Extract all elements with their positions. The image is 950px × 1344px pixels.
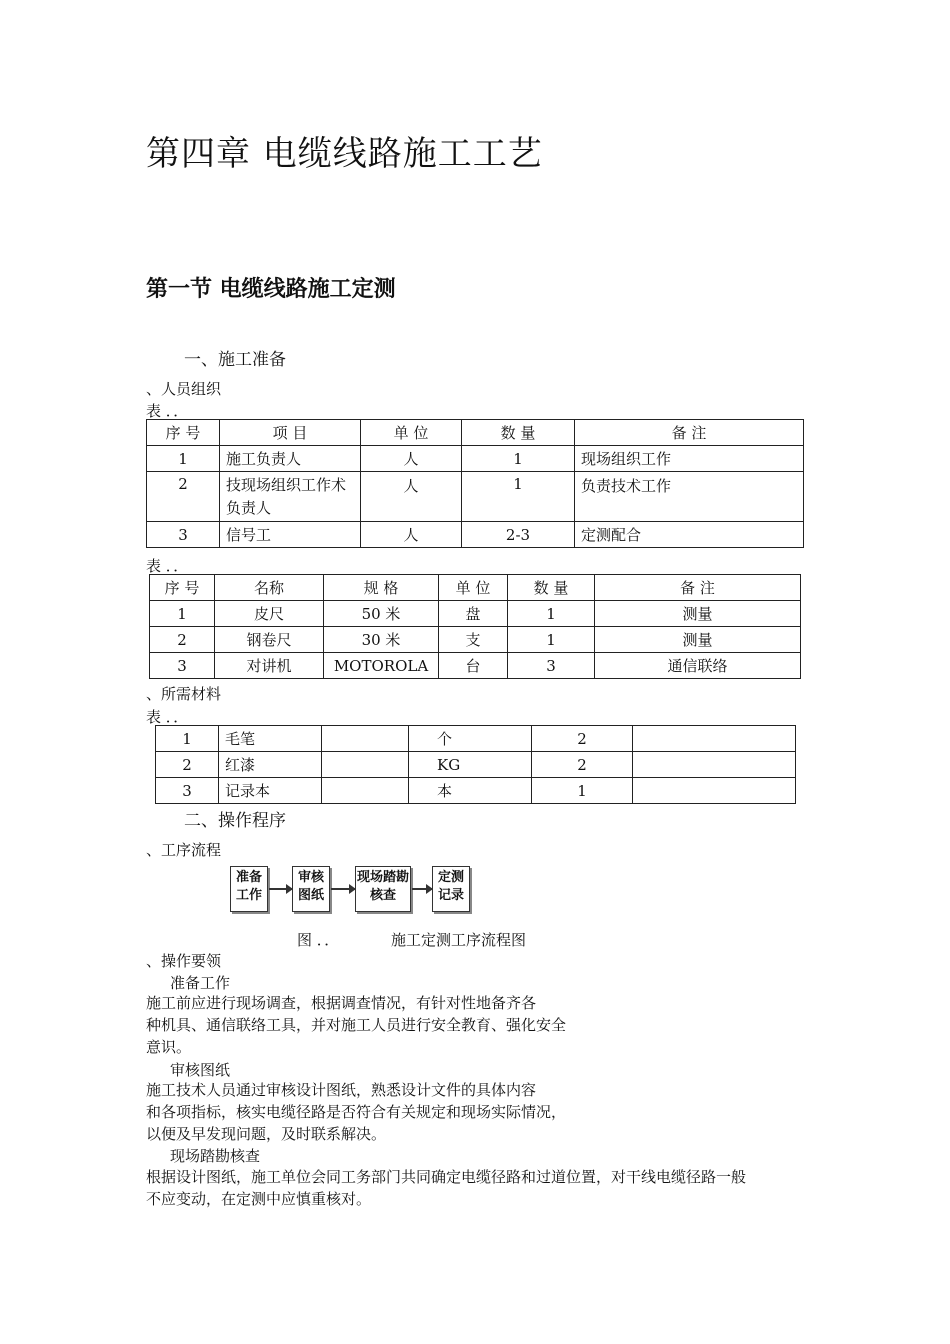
- sub-materials: 、所需材料: [146, 685, 222, 703]
- text-line: 意识。: [146, 1038, 192, 1056]
- col-header: 备 注: [595, 575, 801, 601]
- arrow-icon: [331, 888, 355, 890]
- cell: 30 米: [324, 627, 439, 653]
- cell: 2-3: [462, 522, 575, 548]
- table1-caption: 表 ．．: [146, 402, 189, 420]
- sub-personnel: 、人员组织: [146, 380, 222, 398]
- cell: 人: [361, 472, 462, 522]
- col-header: 数 量: [508, 575, 595, 601]
- cell: [322, 726, 409, 752]
- cell: 施工负责人: [220, 446, 361, 472]
- cell: 对讲机: [215, 653, 324, 679]
- cell: 2: [150, 627, 215, 653]
- cell: KG: [409, 752, 532, 778]
- cell: 3: [150, 653, 215, 679]
- text-line: 施工技术人员通过审核设计图纸，熟悉设计文件的具体内容: [146, 1081, 537, 1099]
- item3-paragraph: [146, 1166, 746, 1210]
- heading-prep: 一、施工准备: [184, 350, 286, 370]
- cell: 1: [147, 446, 220, 472]
- col-header: 规 格: [324, 575, 439, 601]
- item3-title: 现场踏勘核查: [170, 1147, 261, 1165]
- table-row: [150, 627, 801, 653]
- cell: 1: [156, 726, 219, 752]
- col-header: 单 位: [361, 420, 462, 446]
- sub-key-points: 、操作要领: [146, 952, 222, 970]
- cell: 技现场组织工作术负责人: [220, 472, 361, 522]
- cell: 盘: [439, 601, 508, 627]
- text-line: 施工前应进行现场调查，根据调查情况，有针对性地备齐各: [146, 994, 537, 1012]
- item2-paragraph: [146, 1079, 566, 1145]
- materials-table: [155, 725, 796, 804]
- col-header: 单 位: [439, 575, 508, 601]
- cell: 3: [156, 778, 219, 804]
- cell: 1: [532, 778, 633, 804]
- flow-step-prepare: 准备工作: [230, 866, 268, 912]
- figure-caption-number: 图 ．．: [297, 931, 340, 949]
- table-row: [156, 752, 796, 778]
- personnel-table: [146, 419, 804, 548]
- section-title: 第一节 电缆线路施工定测: [146, 277, 396, 302]
- figure-caption-text: 施工定测工序流程图: [391, 931, 527, 949]
- cell: 本: [409, 778, 532, 804]
- table3-caption: 表 ．．: [146, 708, 189, 726]
- cell: 2: [147, 472, 220, 522]
- cell: 2: [532, 726, 633, 752]
- cell: 3: [147, 522, 220, 548]
- item2-title: 审核图纸: [170, 1061, 231, 1079]
- cell: 台: [439, 653, 508, 679]
- flow-step-record: 定测记录: [432, 866, 470, 912]
- cell: [633, 752, 796, 778]
- text-line: 种机具、通信联络工具，并对施工人员进行安全教育、强化安全: [146, 1016, 567, 1034]
- flow-step-review: 审核图纸: [292, 866, 330, 912]
- text-line: 不应变动，在定测中应慎重核对。: [146, 1190, 372, 1208]
- chapter-title: 第四章 电缆线路施工工艺: [146, 134, 543, 174]
- text-line: 和各项指标，核实电缆径路是否符合有关规定和现场实际情况，: [146, 1103, 567, 1121]
- cell: 2: [532, 752, 633, 778]
- cell: 通信联络: [595, 653, 801, 679]
- table2-caption: 表 ．．: [146, 557, 189, 575]
- cell: 个: [409, 726, 532, 752]
- table-header-row: [150, 575, 801, 601]
- cell: 1: [462, 472, 575, 522]
- cell: 1: [150, 601, 215, 627]
- table-row: [150, 653, 801, 679]
- cell: 记录本: [219, 778, 322, 804]
- cell: 负责技术工作: [575, 472, 804, 522]
- cell: 3: [508, 653, 595, 679]
- cell: 2: [156, 752, 219, 778]
- cell: 人: [361, 446, 462, 472]
- text-line: 根据设计图纸，施工单位会同工务部门共同确定电缆径路和过道位置，对干线电缆径路一般: [146, 1168, 747, 1186]
- table-header-row: [147, 420, 804, 446]
- col-header: 项 目: [220, 420, 361, 446]
- cell: 皮尺: [215, 601, 324, 627]
- cell: [322, 778, 409, 804]
- table-row: [150, 601, 801, 627]
- arrow-icon: [269, 888, 292, 890]
- table-row: [156, 726, 796, 752]
- heading-ops: 二、操作程序: [184, 811, 286, 831]
- col-header: 序 号: [147, 420, 220, 446]
- table-row: [147, 522, 804, 548]
- cell: [322, 752, 409, 778]
- cell: 支: [439, 627, 508, 653]
- cell: [633, 778, 796, 804]
- cell: 红漆: [219, 752, 322, 778]
- cell: 测量: [595, 627, 801, 653]
- flow-step-survey: 现场踏勘核查: [355, 866, 411, 912]
- col-header: 备 注: [575, 420, 804, 446]
- col-header: 数 量: [462, 420, 575, 446]
- cell: 1: [508, 601, 595, 627]
- cell: 信号工: [220, 522, 361, 548]
- col-header: 序 号: [150, 575, 215, 601]
- item1-paragraph: [146, 992, 566, 1058]
- cell: MOTOROLA: [324, 653, 439, 679]
- cell: 50 米: [324, 601, 439, 627]
- cell: 现场组织工作: [575, 446, 804, 472]
- cell: 定测配合: [575, 522, 804, 548]
- cell: [633, 726, 796, 752]
- cell: 人: [361, 522, 462, 548]
- item1-title: 准备工作: [170, 974, 231, 992]
- cell: 毛笔: [219, 726, 322, 752]
- tools-table: [149, 574, 801, 679]
- text-line: 以便及早发现问题，及时联系解决。: [146, 1125, 387, 1143]
- arrow-icon: [412, 888, 432, 890]
- table-row: [156, 778, 796, 804]
- cell: 钢卷尺: [215, 627, 324, 653]
- col-header: 名称: [215, 575, 324, 601]
- table-row: [147, 446, 804, 472]
- cell: 1: [508, 627, 595, 653]
- cell: 测量: [595, 601, 801, 627]
- sub-flow: 、工序流程: [146, 841, 222, 859]
- cell: 1: [462, 446, 575, 472]
- table-row: [147, 472, 804, 522]
